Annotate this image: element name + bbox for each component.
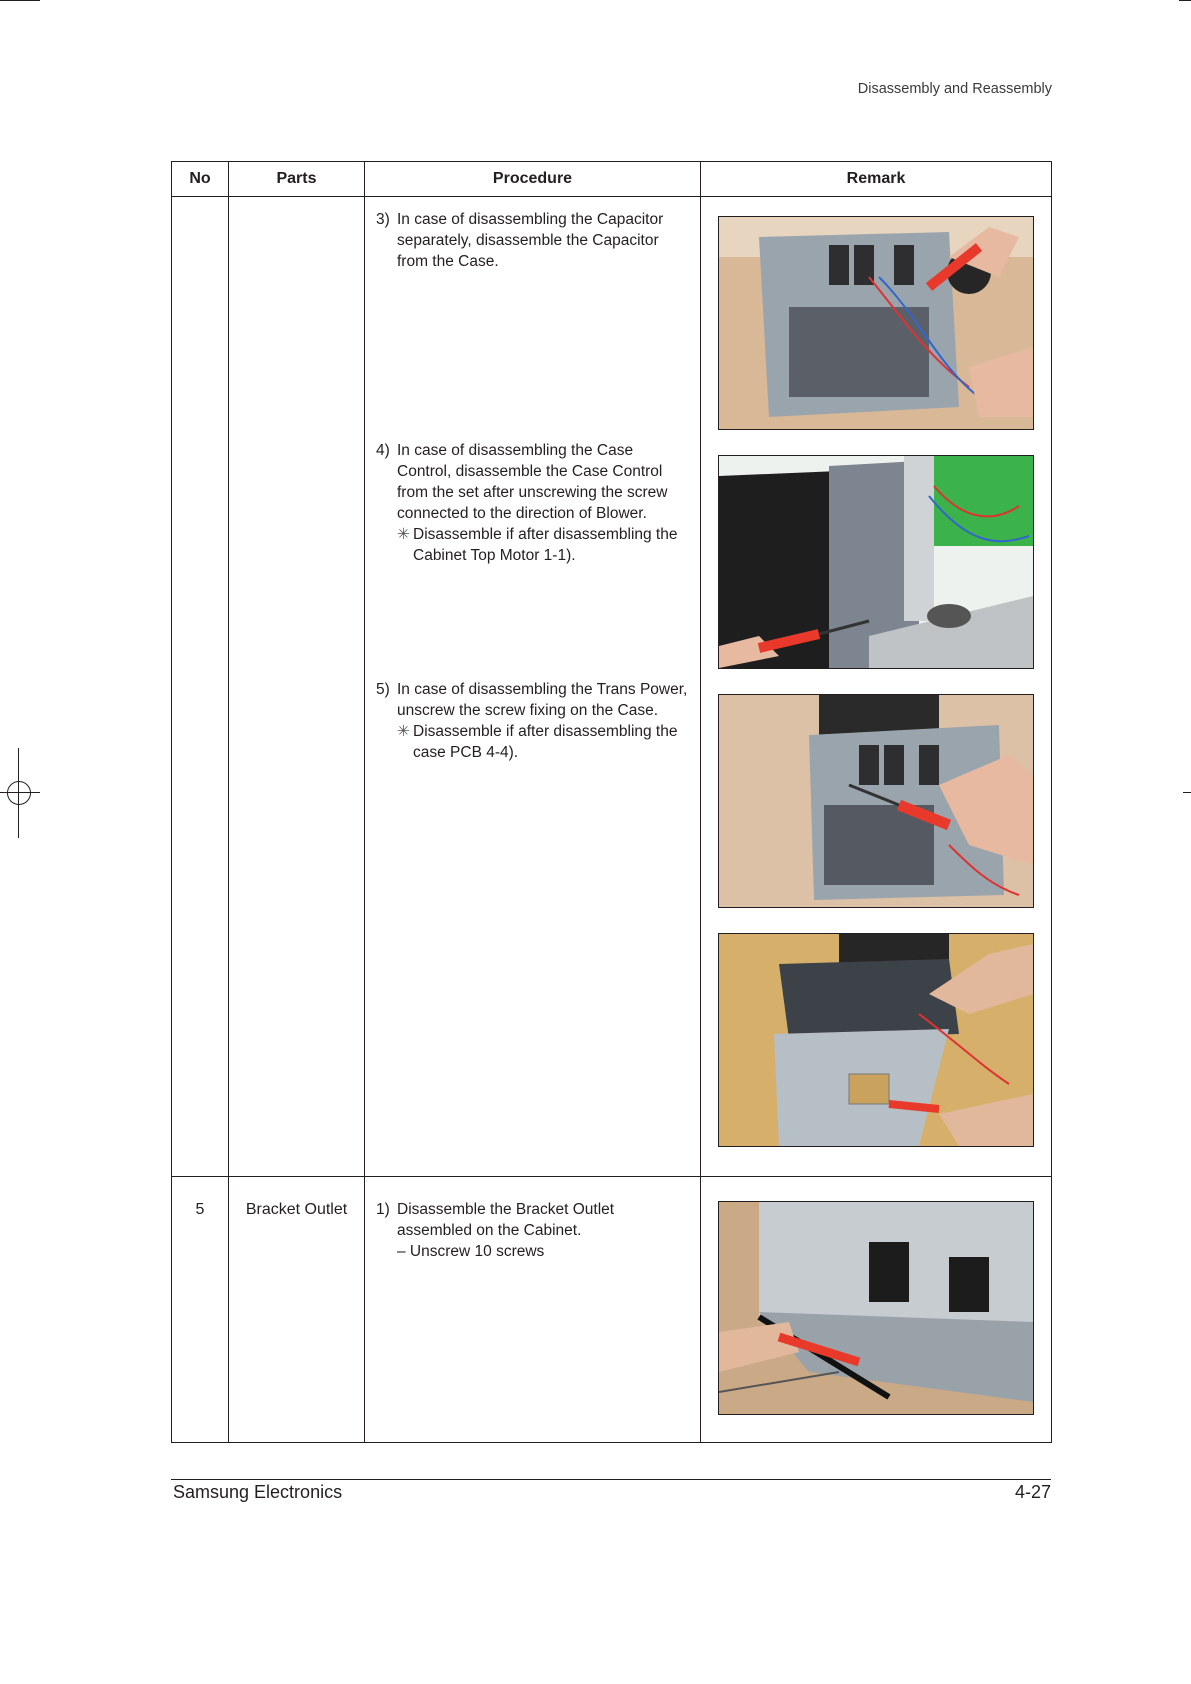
step-number: 1) [376, 1201, 390, 1218]
cell-procedure [365, 197, 701, 1177]
step-number: 4) [376, 442, 390, 459]
cell-parts-empty [229, 197, 365, 1177]
cell-procedure [365, 1177, 701, 1443]
step-line: connected to the direction of Blower. [397, 505, 647, 522]
photo-capacitor-removal [718, 216, 1034, 430]
cell-part-name: Bracket Outlet [229, 1177, 365, 1443]
column-header-procedure: Procedure [365, 162, 701, 197]
procedure-table [171, 161, 1052, 1443]
note-line: case PCB 4-4). [413, 744, 519, 761]
table-row [172, 197, 1052, 1177]
cell-remark [701, 197, 1052, 1177]
cell-no: 5 [172, 1177, 229, 1443]
column-header-parts: Parts [229, 162, 365, 197]
note-line: Disassemble if after disassembling the [413, 723, 678, 740]
step-line: separately, disassemble the Capacitor [397, 232, 659, 249]
section-title: Disassembly and Reassembly [857, 81, 1052, 97]
step-note [397, 721, 694, 763]
step-line: from the Case. [397, 253, 499, 270]
page-number: 4-27 [1014, 1482, 1051, 1502]
procedure-step-4 [365, 440, 700, 679]
procedure-step-5 [365, 679, 700, 763]
photo-bracket-outlet [718, 1201, 1034, 1415]
cell-no-empty [172, 197, 229, 1177]
step-line: unscrew the screw fixing on the Case. [397, 702, 659, 719]
procedure-step-3 [365, 209, 700, 440]
footer-company: Samsung Electronics [173, 1482, 343, 1502]
procedure-step-1 [365, 1199, 700, 1262]
step-line: Disassemble the Bracket Outlet [397, 1201, 615, 1218]
photo-trans-power-unscrew [718, 694, 1034, 908]
step-line: from the set after unscrewing the screw [397, 484, 668, 501]
column-header-no: No [172, 162, 229, 197]
registration-mark-circle [7, 781, 31, 805]
step-line: In case of disassembling the Case [397, 442, 634, 459]
step-line: In case of disassembling the Trans Power, [397, 681, 688, 698]
registration-mark-right [1183, 792, 1191, 793]
photo-case-control-removal [718, 455, 1034, 669]
table-header-row [172, 162, 1052, 197]
step-number: 5) [376, 681, 390, 698]
cell-remark [701, 1177, 1052, 1443]
column-header-remark: Remark [701, 162, 1052, 197]
crop-mark-top-left [0, 0, 40, 1]
step-line: In case of disassembling the Capacitor [397, 211, 664, 228]
step-note [397, 524, 694, 566]
step-line: – Unscrew 10 screws [397, 1243, 545, 1260]
footer-rule [171, 1479, 1051, 1480]
photo-trans-power-case [718, 933, 1034, 1147]
note-line: Cabinet Top Motor 1-1). [413, 547, 576, 564]
step-line: assembled on the Cabinet. [397, 1222, 582, 1239]
step-number: 3) [376, 211, 390, 228]
crop-mark-top-right [1179, 0, 1191, 1]
note-asterisk-icon: ✳ [397, 723, 410, 740]
note-line: Disassemble if after disassembling the [413, 526, 678, 543]
note-asterisk-icon: ✳ [397, 526, 410, 543]
table-row [172, 1177, 1052, 1443]
step-line: Control, disassemble the Case Control [397, 463, 663, 480]
